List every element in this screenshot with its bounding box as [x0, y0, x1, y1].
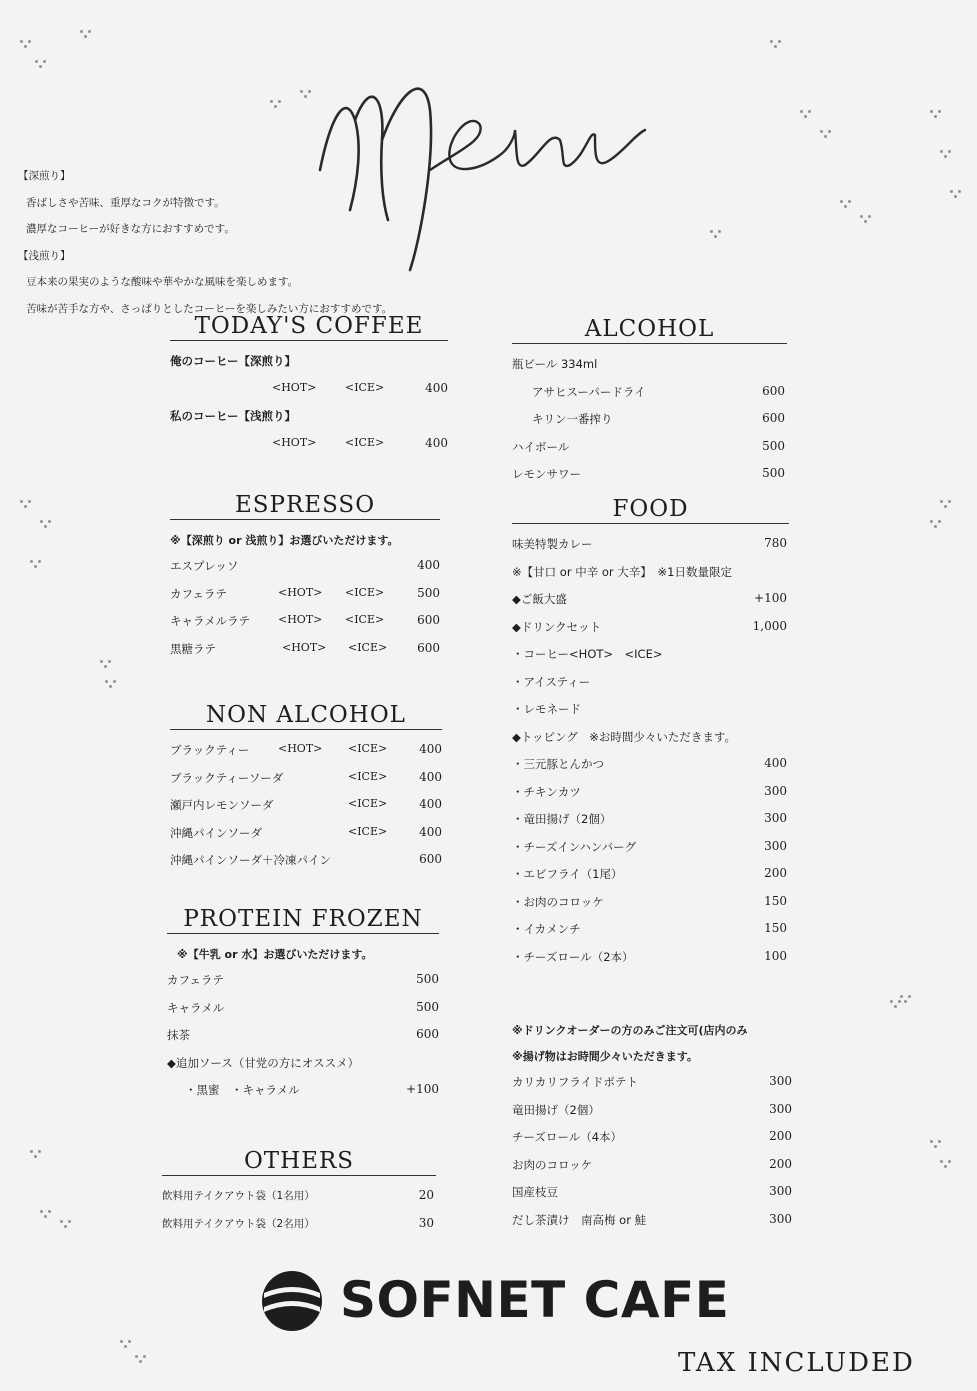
item-name: ・チーズインハンバーグ [512, 839, 637, 854]
others-section [162, 1148, 436, 1237]
item-name: アサヒスーパードライ [532, 384, 646, 399]
item-price: 600 [419, 852, 442, 866]
intro-line: 【浅煎り】 [18, 249, 71, 262]
menu-item [512, 860, 789, 888]
item-price: 500 [417, 585, 440, 600]
item-price: 300 [769, 1101, 792, 1116]
speckle [938, 520, 941, 523]
menu-item [170, 819, 442, 847]
ice-option: <ICE> [348, 742, 388, 755]
ice-option: <ICE> [348, 824, 388, 838]
item-name: レモンサワー [512, 467, 581, 481]
speckle [904, 1000, 907, 1003]
intro-line: 【深煎り】 [18, 170, 71, 182]
menu-item-options [170, 375, 448, 403]
menu-item [512, 1096, 792, 1124]
item-name: 味美特製カレー [512, 537, 593, 551]
speckle [770, 40, 773, 43]
speckle [820, 130, 823, 133]
ice-option: <ICE> [348, 640, 388, 654]
section-heading: PROTEIN FROZEN [167, 906, 439, 934]
speckle [800, 110, 803, 113]
menu-item [512, 778, 789, 806]
item-name: ・イカメンチ [512, 922, 581, 936]
side-orders-section [512, 1016, 812, 1233]
menu-item [512, 378, 787, 406]
item-price: +100 [754, 591, 787, 605]
item-name: お肉のコロッケ [512, 1157, 593, 1172]
section-note: ※【牛乳 or 水】お選びいただけます。 [177, 948, 373, 961]
item-name: 沖縄パインソーダ [170, 825, 262, 840]
menu-item [170, 580, 440, 608]
item-name: 私のコーヒー【浅煎り】 [170, 409, 297, 423]
item-name: 飲料用テイクアウト袋（1名用） [162, 1190, 315, 1202]
ice-option: <ICE> [345, 613, 385, 626]
speckle [40, 1210, 43, 1213]
speckle [100, 660, 103, 663]
ice-option: <ICE> [348, 797, 388, 810]
menu-item [512, 350, 787, 378]
menu-item [167, 1021, 439, 1049]
menu-item [512, 1206, 792, 1234]
item-name: キャラメル [167, 1000, 225, 1015]
item-price: 200 [769, 1129, 792, 1143]
item-price: 300 [769, 1074, 792, 1088]
menu-item [512, 1151, 792, 1179]
menu-item [512, 833, 789, 861]
side-note: ※揚げ物はお時間少々いただきます。 [512, 1050, 698, 1063]
speckle [24, 505, 27, 508]
item-price: 500 [762, 466, 785, 480]
hot-option: <HOT> [278, 585, 323, 599]
item-name: ブラックティー [170, 743, 250, 757]
speckle [860, 215, 863, 218]
menu-item [512, 915, 789, 943]
item-name: ・コーヒー<HOT> <ICE> [512, 647, 663, 661]
item-name: エスプレッソ [170, 559, 239, 573]
speckle [300, 90, 303, 93]
item-name: 飲料用テイクアウト袋（2名用） [162, 1217, 315, 1230]
speckle [64, 1225, 67, 1228]
menu-item [170, 552, 440, 580]
menu-item [512, 750, 789, 778]
speckle [804, 115, 807, 118]
speckle [940, 1160, 943, 1163]
speckle [894, 1005, 897, 1008]
speckle [39, 65, 42, 68]
item-name: だし茶漬け 南高梅 or 鮭 [512, 1212, 647, 1227]
speckle [34, 565, 37, 568]
item-name: 瓶ビール 334ml [512, 357, 598, 371]
section-heading: OTHERS [162, 1148, 436, 1176]
item-name: 黒糖ラテ [170, 641, 216, 656]
item-price: 400 [419, 769, 442, 784]
menu-item [512, 613, 789, 641]
ice-option: <ICE> [348, 769, 388, 783]
section-heading: FOOD [512, 496, 789, 524]
item-name: ◆トッピング ※お時間少々いただきます。 [512, 729, 736, 744]
item-price: 400 [425, 380, 448, 395]
speckle [34, 1155, 37, 1158]
item-price: 400 [764, 756, 787, 770]
speckle [139, 1360, 142, 1363]
item-name: ◆ご飯大盛 [512, 592, 567, 606]
item-price: 300 [769, 1211, 792, 1226]
logo-mark-icon [262, 1271, 322, 1331]
item-price: 400 [419, 742, 442, 756]
todays-coffee-section [170, 313, 448, 457]
menu-item [512, 1123, 792, 1151]
menu-item [512, 668, 789, 696]
menu-item [162, 1182, 436, 1210]
item-name: ・アイスティー [512, 674, 591, 689]
speckle [278, 100, 281, 103]
speckle [274, 105, 277, 108]
speckle [840, 200, 843, 203]
section-heading: TODAY'S COFFEE [170, 313, 448, 341]
speckle [938, 1140, 941, 1143]
speckle [938, 110, 941, 113]
item-name: ・チキンカツ [512, 784, 581, 799]
sauce-title: ◆追加ソース（甘党の方にオススメ） [167, 1055, 360, 1070]
item-price: 150 [764, 893, 787, 908]
speckle [38, 560, 41, 563]
hot-option: <HOT> [278, 742, 323, 755]
speckle [120, 1340, 123, 1343]
speckle [828, 130, 831, 133]
speckle [30, 1150, 33, 1153]
menu-item [170, 846, 442, 874]
side-note: ※ドリンクオーダーの方のみご注文可(店内のみ [512, 1024, 748, 1037]
speckle [88, 30, 91, 33]
speckle [890, 1000, 893, 1003]
intro-line: 濃厚なコーヒーが好きな方におすすめです。 [26, 223, 235, 235]
intro-line: 香ばしさや苦味、重厚なコクが特徴です。 [26, 196, 225, 209]
menu-item [512, 585, 789, 613]
speckle [108, 660, 111, 663]
menu-item [512, 558, 789, 586]
item-name: ・レモネード [512, 702, 581, 716]
speckle [844, 205, 847, 208]
item-name: 俺のコーヒー【深煎り】 [170, 354, 297, 368]
speckle [778, 40, 781, 43]
speckle [934, 525, 937, 528]
roast-intro [18, 163, 392, 322]
item-name: ・お肉のコロッケ [512, 894, 604, 909]
section-heading: NON ALCOHOL [170, 702, 442, 730]
speckle [28, 40, 31, 43]
speckle [900, 995, 903, 998]
speckle [954, 195, 957, 198]
speckle [908, 995, 911, 998]
speckle [128, 1340, 131, 1343]
brand-name: SOFNET CAFE [340, 1271, 730, 1329]
intro-line: 苦味が苦手な方や、さっぱりとしたコーヒーを楽しみたい方におすすめです。 [26, 302, 393, 315]
item-price: 20 [418, 1188, 434, 1202]
item-name: キリン一番搾り [532, 412, 613, 426]
speckle [774, 45, 777, 48]
speckle [35, 60, 38, 63]
tax-note: TAX INCLUDED [678, 1348, 915, 1378]
speckle [930, 1140, 933, 1143]
hot-option: <HOT> [278, 613, 323, 626]
speckle [44, 525, 47, 528]
speckle [864, 220, 867, 223]
speckle [848, 200, 851, 203]
menu-item [512, 1178, 792, 1206]
item-name: 抹茶 [167, 1028, 190, 1042]
item-price: 100 [764, 948, 787, 963]
ice-option: <ICE> [345, 585, 385, 599]
item-price: 400 [419, 797, 442, 811]
item-name: ハイボール [512, 439, 570, 454]
item-price: 500 [762, 438, 785, 453]
item-name: ◆ドリンクセット [512, 619, 602, 634]
speckle [948, 150, 951, 153]
speckle [304, 95, 307, 98]
speckle [944, 155, 947, 158]
intro-line: 豆本来の果実のような酸味や華やかな風味を楽しめます。 [26, 276, 299, 288]
espresso-section [170, 492, 440, 662]
speckle [113, 680, 116, 683]
speckle [143, 1355, 146, 1358]
item-price: 200 [764, 866, 787, 880]
item-price: 300 [769, 1184, 792, 1198]
item-name: ・チーズロール（2本） [512, 949, 634, 964]
speckle [135, 1355, 138, 1358]
menu-item [167, 1049, 439, 1077]
food-section [512, 496, 789, 970]
section-heading: ALCOHOL [512, 316, 787, 344]
speckle [28, 500, 31, 503]
section-heading: ESPRESSO [170, 492, 440, 520]
item-price: 600 [417, 640, 440, 655]
speckle [20, 40, 23, 43]
speckle [718, 230, 721, 233]
item-name: ・三元豚とんかつ [512, 757, 604, 771]
speckle [948, 500, 951, 503]
item-name: ブラックティーソーダ [170, 770, 284, 785]
item-name: カリカリフライドポテト [512, 1075, 639, 1089]
item-price: 200 [769, 1156, 792, 1171]
menu-item [167, 994, 439, 1022]
item-price: 150 [764, 921, 787, 935]
alcohol-section [512, 316, 787, 488]
menu-item-options [170, 430, 448, 458]
menu-item [512, 723, 789, 751]
speckle [109, 685, 112, 688]
speckle [714, 235, 717, 238]
speckle [948, 1160, 951, 1163]
item-price: 400 [419, 824, 442, 839]
item-price: 300 [764, 838, 787, 853]
ice-option: <ICE> [345, 435, 385, 449]
speckle [48, 1210, 51, 1213]
speckle [958, 190, 961, 193]
item-price: 780 [764, 536, 787, 550]
item-name: キャラメルラテ [170, 614, 251, 628]
menu-item [512, 943, 789, 971]
speckle [944, 1165, 947, 1168]
menu-item [512, 695, 789, 723]
item-name: 竜田揚げ（2個） [512, 1102, 600, 1117]
menu-item [170, 347, 448, 375]
speckle [930, 110, 933, 113]
menu-item [162, 1210, 436, 1238]
hot-option: <HOT> [282, 640, 327, 654]
item-price: +100 [406, 1082, 439, 1096]
speckle [124, 1345, 127, 1348]
speckle [950, 190, 953, 193]
speckle [710, 230, 713, 233]
speckle [104, 665, 107, 668]
menu-item [167, 966, 439, 994]
ice-option: <ICE> [345, 380, 385, 394]
item-name: チーズロール（4本） [512, 1130, 623, 1144]
speckle [944, 505, 947, 508]
item-price: 30 [418, 1215, 434, 1230]
speckle [934, 1145, 937, 1148]
menu-item [170, 635, 440, 663]
hot-option: <HOT> [272, 380, 317, 394]
speckle [20, 500, 23, 503]
menu-item [167, 1076, 439, 1104]
menu-item [512, 433, 787, 461]
menu-item [170, 791, 442, 819]
item-name: ・竜田揚げ（2個） [512, 812, 612, 826]
item-price: 1,000 [752, 618, 787, 633]
menu-item [512, 530, 789, 558]
menu-item [170, 764, 442, 792]
item-price: 400 [417, 558, 440, 572]
menu-item [170, 736, 442, 764]
item-price: 600 [762, 411, 785, 425]
speckle [40, 520, 43, 523]
hot-option: <HOT> [272, 435, 317, 449]
item-name: 国産枝豆 [512, 1185, 558, 1199]
speckle [84, 35, 87, 38]
item-price: 600 [417, 613, 440, 627]
protein-frozen-section [167, 906, 439, 1104]
item-price: 400 [425, 435, 448, 450]
speckle [68, 1220, 71, 1223]
speckle [24, 45, 27, 48]
speckle [940, 150, 943, 153]
speckle [824, 135, 827, 138]
speckle [38, 1150, 41, 1153]
item-price: 300 [764, 811, 787, 825]
menu-item [512, 805, 789, 833]
speckle [43, 60, 46, 63]
speckle [48, 520, 51, 523]
section-note: ※【深煎り or 浅煎り】お選びいただけます。 [170, 534, 399, 547]
speckle [868, 215, 871, 218]
item-name: カフェラテ [167, 973, 224, 987]
item-name: 沖縄パインソーダ＋冷凍パイン [170, 853, 331, 867]
item-price: 300 [764, 783, 787, 798]
item-name: 瀬戸内レモンソーダ [170, 798, 274, 812]
menu-item [512, 460, 787, 488]
speckle [80, 30, 83, 33]
item-name: ・エビフライ（1尾） [512, 867, 623, 881]
menu-item [512, 888, 789, 916]
speckle [105, 680, 108, 683]
speckle [30, 560, 33, 563]
speckle [930, 520, 933, 523]
item-name: カフェラテ [170, 586, 227, 601]
menu-item [512, 640, 789, 668]
menu-item [512, 1068, 792, 1096]
menu-item [170, 402, 448, 430]
item-price: 600 [762, 383, 785, 398]
menu-item [170, 607, 440, 635]
item-name: ※【甘口 or 中辛 or 大辛】 ※1日数量限定 [512, 564, 732, 579]
speckle [898, 1000, 901, 1003]
speckle [934, 115, 937, 118]
menu-item [512, 405, 787, 433]
item-price: 500 [416, 999, 439, 1014]
speckle [270, 100, 273, 103]
item-price: 500 [416, 972, 439, 986]
non-alcohol-section [170, 702, 442, 874]
speckle [60, 1220, 63, 1223]
speckle [940, 500, 943, 503]
speckle [808, 110, 811, 113]
sauce-items: ・黒蜜 ・キャラメル [185, 1083, 300, 1097]
speckle [44, 1215, 47, 1218]
item-price: 600 [416, 1027, 439, 1041]
